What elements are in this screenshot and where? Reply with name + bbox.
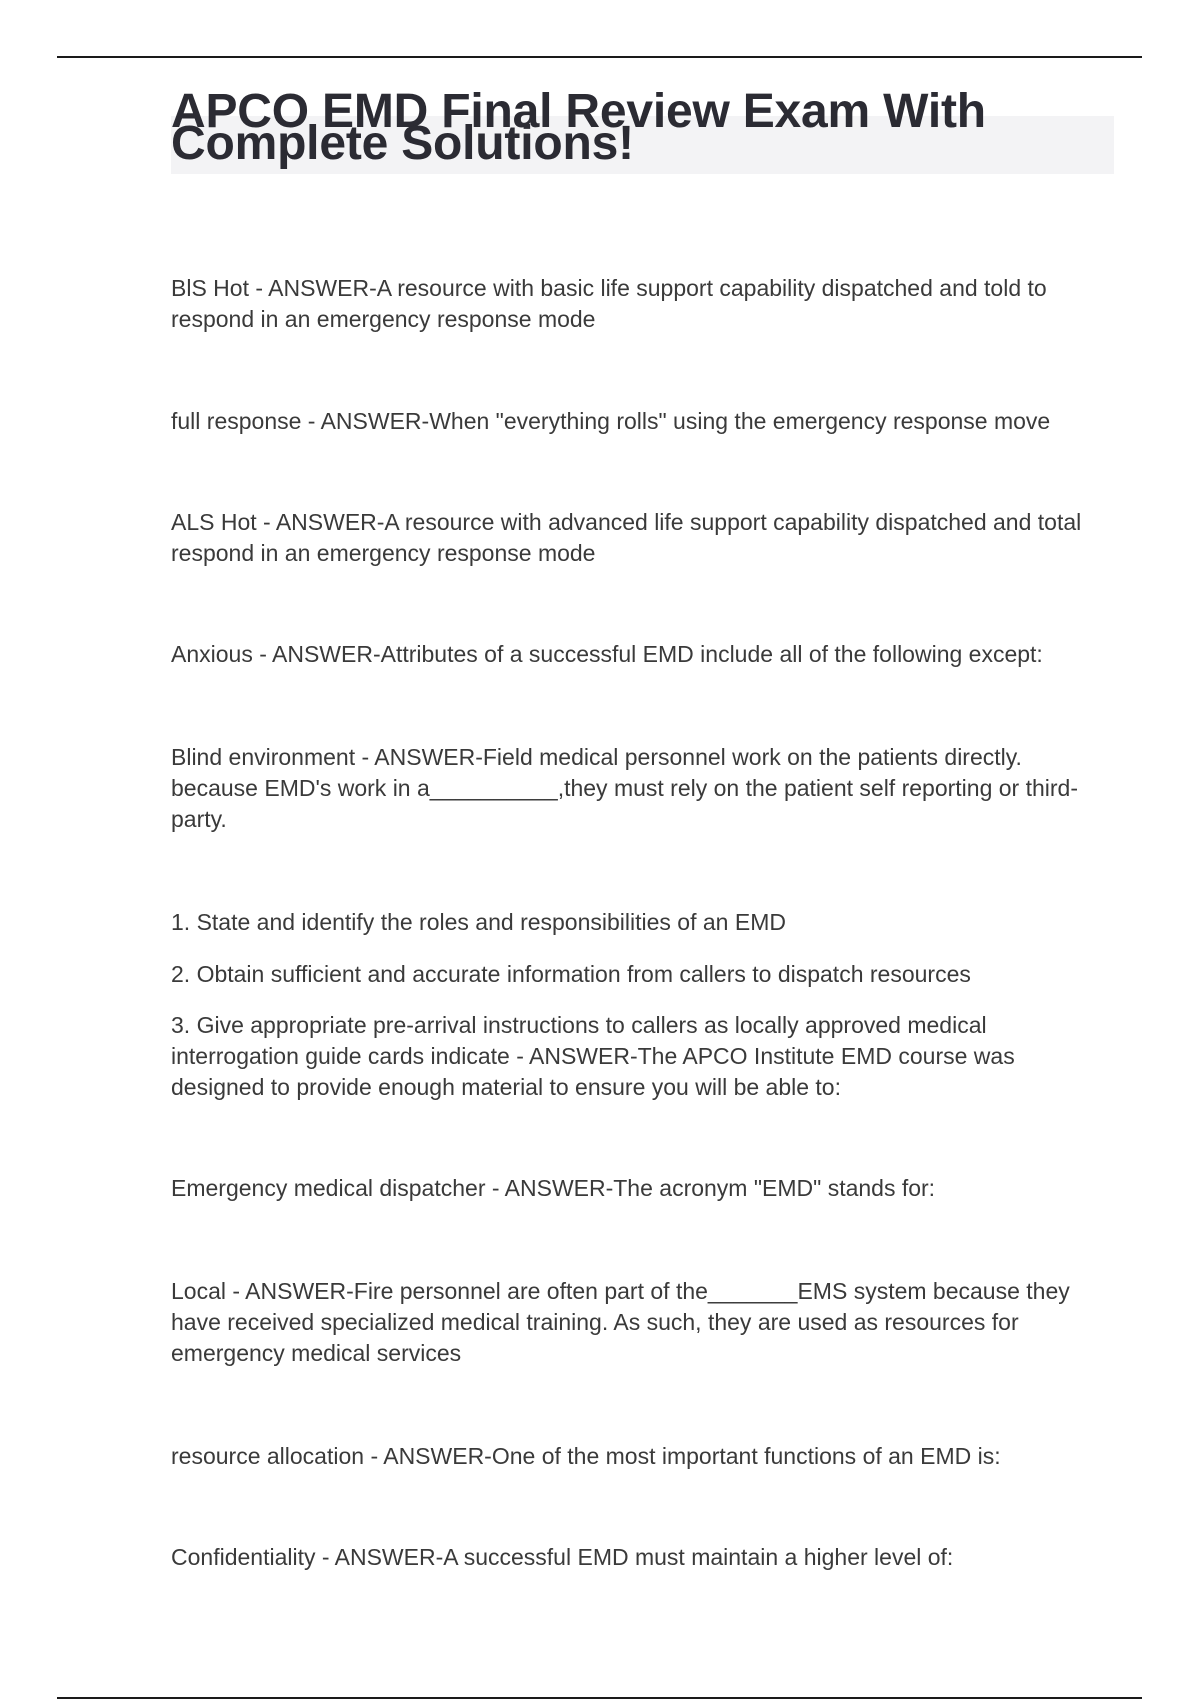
qa-entry-resource-allocation: resource allocation - ANSWER-One of the most important functions of an EMD is:: [171, 1443, 1001, 1469]
qa-entry-confidentiality: Confidentiality - ANSWER-A successful EMD must maintain a higher level of:: [171, 1544, 954, 1570]
document-title: APCO EMD Final Review Exam With Complete Solutions!: [171, 85, 986, 170]
title-block: [171, 85, 1114, 170]
qa-entry-blind-environment: Blind environment - ANSWER-Field medical personnel work on the patients directly. because EMD's work in a__________,they must rely on the patient self reporting or third-party.: [171, 744, 1078, 832]
numbered-item-3: 3. Give appropriate pre-arrival instructions to callers as locally approved medical interrogation guide cards indicate - ANSWER-The APCO Institute EMD course was designed to provide enough material to ensure you will be able to:: [171, 1012, 1015, 1100]
qa-entry-bls-hot: BlS Hot - ANSWER-A resource with basic life support capability dispatched and told to respond in an emergency response mode: [171, 275, 1047, 332]
qa-entry-emd-acronym: Emergency medical dispatcher - ANSWER-The acronym "EMD" stands for:: [171, 1175, 936, 1201]
bottom-rule: [57, 1697, 1142, 1699]
numbered-item-1: 1. State and identify the roles and responsibilities of an EMD: [171, 909, 786, 935]
qa-entry-local: Local - ANSWER-Fire personnel are often part of the_______EMS system because they have received specialized medical training. As such, they are used as resources for emergency medical services: [171, 1278, 1070, 1366]
qa-entry-anxious: Anxious - ANSWER-Attributes of a successful EMD include all of the following except:: [171, 641, 1043, 667]
qa-entry-als-hot: ALS Hot - ANSWER-A resource with advanced life support capability dispatched and total respond in an emergency response mode: [171, 509, 1082, 566]
document-body: [171, 273, 1111, 1573]
numbered-item-2: 2. Obtain sufficient and accurate information from callers to dispatch resources: [171, 961, 971, 987]
top-rule: [57, 56, 1142, 58]
qa-entry-full-response: full response - ANSWER-When "everything rolls" using the emergency response move: [171, 408, 1051, 434]
